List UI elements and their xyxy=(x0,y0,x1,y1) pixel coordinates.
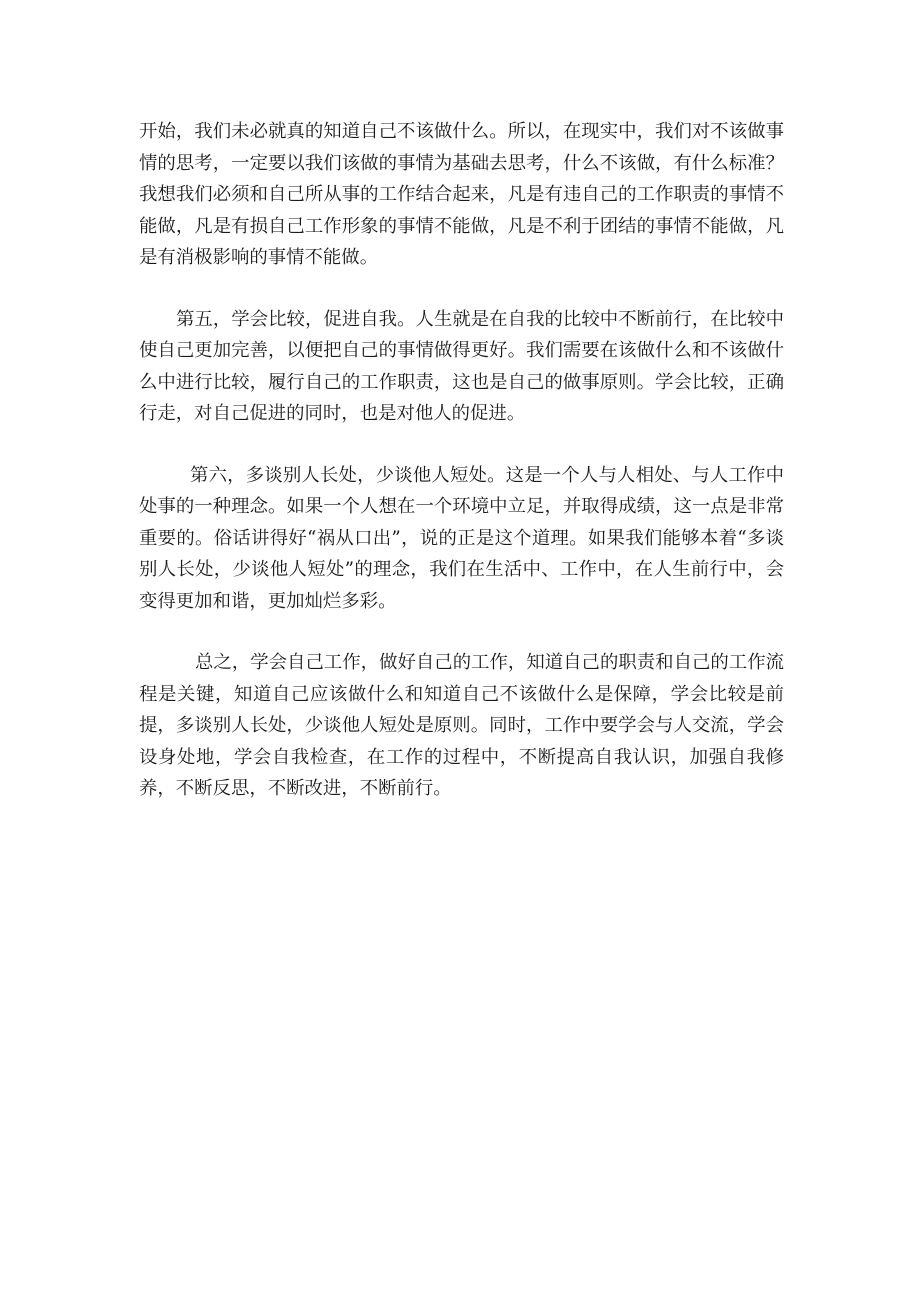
document-body xyxy=(139,116,784,835)
paragraph-fifth-point: 第五，学会比较，促进自我。人生就是在自我的比较中不断前行，在比较中使自己更加完善，以便把自己的事情做得更好。我们需要在该做什么和不该做什么中进行比较，履行自己的工作职责，这也是自己的做事原则。学会比较，正确行走，对自己促进的同时，也是对他人的促进。 xyxy=(139,308,784,424)
paragraph-sixth-point: 第六，多谈别人长处，少谈他人短处。这是一个人与人相处、与人工作中处事的一种理念。如果一个人想在一个环境中立足，并取得成绩，这一点是非常重要的。俗话讲得好“祸从口出”，说的正是这个道理。如果我们能够本着“多谈别人长处，少谈他人短处”的理念，我们在生活中、工作中，在人生前行中，会变得更加和谐，更加灿烂多彩。 xyxy=(139,464,784,612)
paragraph-continuation: 开始，我们未必就真的知道自己不该做什么。所以，在现实中，我们对不该做事情的思考，一定要以我们该做的事情为基础去思考，什么不该做，有什么标准？我想我们必须和自己所从事的工作结合起来，凡是有违自己的工作职责的事情不能做，凡是有损自己工作形象的事情不能做，凡是不利于团结的事情不能做，凡是有消极影响的事情不能做。 xyxy=(139,121,784,268)
paragraph-conclusion: 总之，学会自己工作，做好自己的工作，知道自己的职责和自己的工作流程是关键，知道自己应该做什么和知道自己不该做什么是保障，学会比较是前提，多谈别人长处，少谈他人短处是原则。同时，工作中要学会与人交流，学会设身处地，学会自我检查，在工作的过程中，不断提高自我认识，加强自我修养，不断反思，不断改进，不断前行。 xyxy=(139,652,784,799)
